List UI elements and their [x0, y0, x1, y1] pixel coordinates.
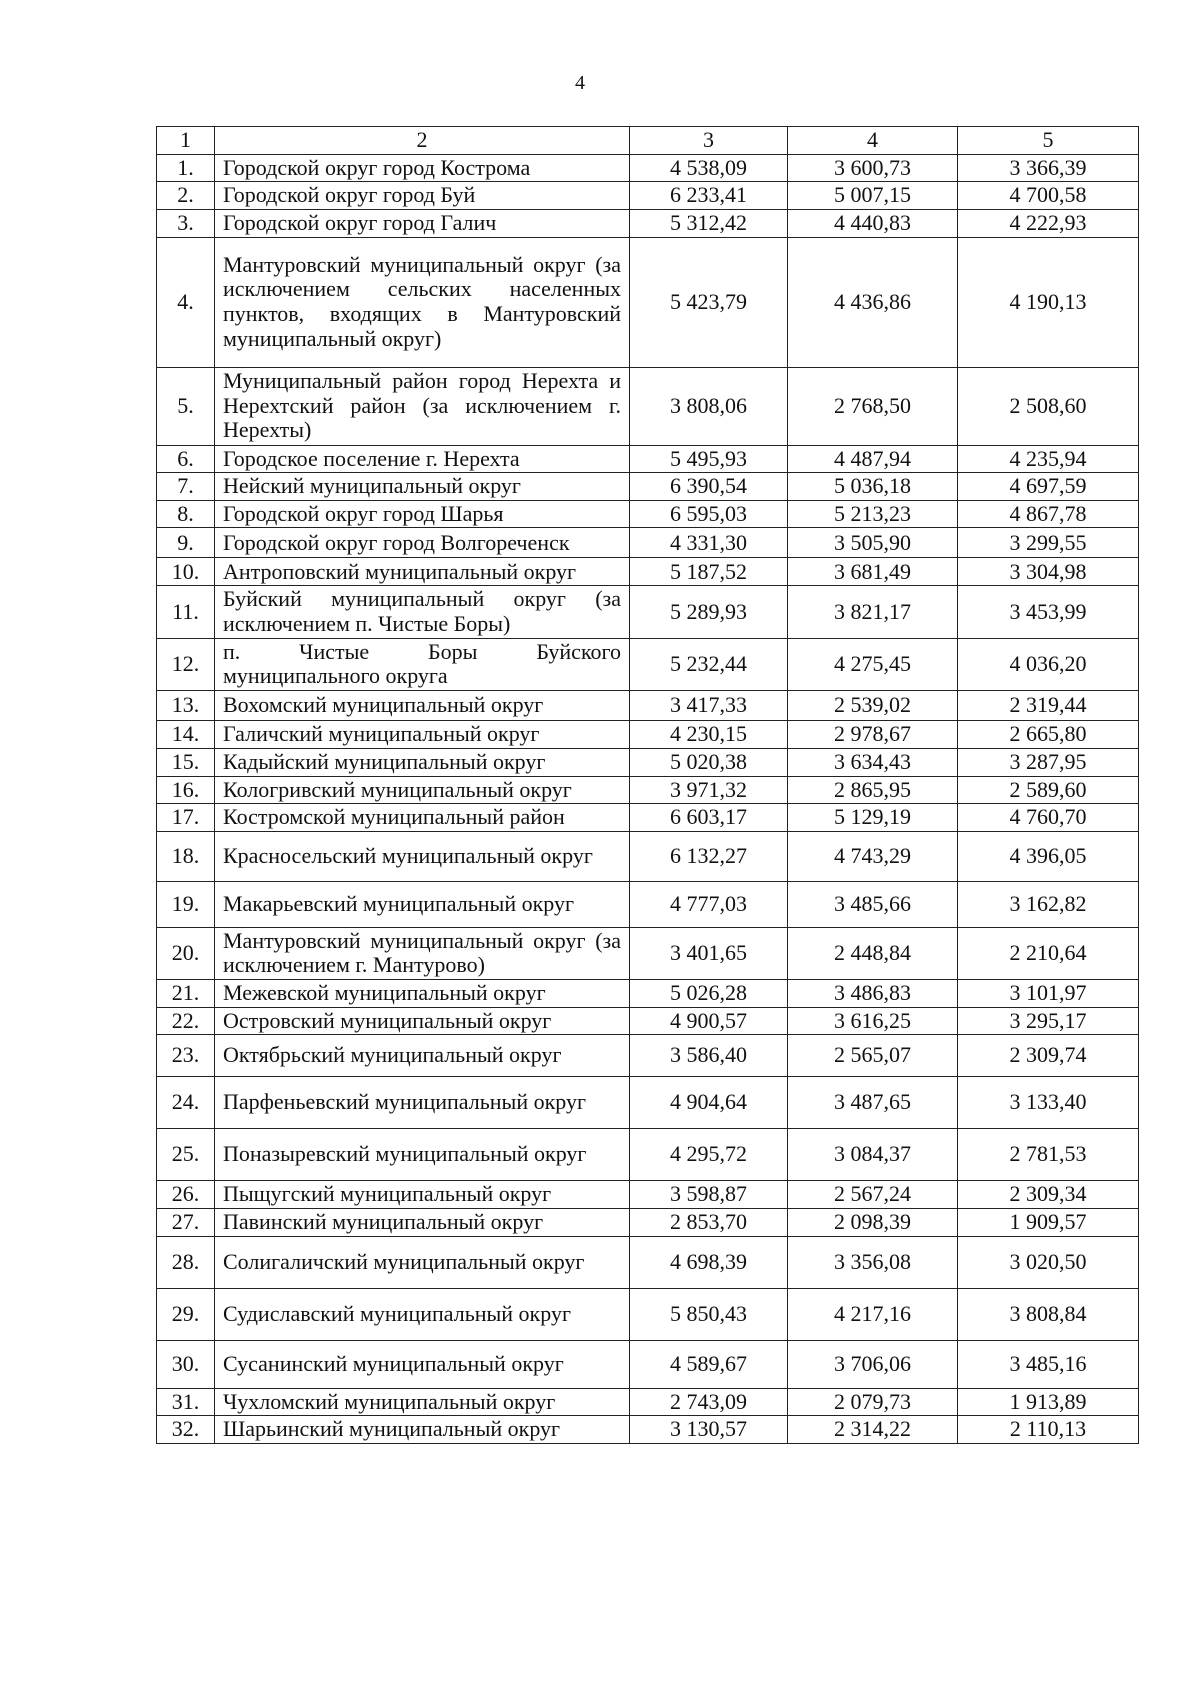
row-number: 17.	[157, 804, 215, 832]
row-value-col3: 4 538,09	[630, 154, 788, 182]
row-value-col3: 4 904,64	[630, 1077, 788, 1129]
row-value-col4: 4 487,94	[788, 445, 958, 473]
row-name: Буйский муниципальный округ (за исключением п. Чистые Боры)	[215, 586, 630, 638]
row-value-col4: 4 436,86	[788, 237, 958, 367]
row-name: Сусанинский муниципальный округ	[215, 1340, 630, 1388]
table-row	[157, 748, 1139, 776]
row-value-col4: 2 079,73	[788, 1388, 958, 1416]
table-row	[157, 473, 1139, 501]
row-value-col3: 2 743,09	[630, 1388, 788, 1416]
row-value-col5: 3 162,82	[958, 881, 1139, 927]
row-number: 7.	[157, 473, 215, 501]
table-row	[157, 558, 1139, 586]
row-value-col4: 2 567,24	[788, 1181, 958, 1209]
row-name: Городской округ город Кострома	[215, 154, 630, 182]
table-row	[157, 638, 1139, 690]
row-value-col3: 3 130,57	[630, 1416, 788, 1444]
row-name: Городской округ город Шарья	[215, 500, 630, 528]
row-value-col4: 3 486,83	[788, 980, 958, 1008]
row-number: 22.	[157, 1007, 215, 1035]
row-name: Вохомский муниципальный округ	[215, 690, 630, 720]
row-value-col3: 5 232,44	[630, 638, 788, 690]
row-number: 5.	[157, 367, 215, 445]
row-number: 6.	[157, 445, 215, 473]
row-value-col5: 2 110,13	[958, 1416, 1139, 1444]
row-value-col4: 2 539,02	[788, 690, 958, 720]
row-value-col3: 6 132,27	[630, 831, 788, 881]
row-value-col5: 3 133,40	[958, 1077, 1139, 1129]
row-value-col5: 3 485,16	[958, 1340, 1139, 1388]
row-name: Островский муниципальный округ	[215, 1007, 630, 1035]
row-number: 13.	[157, 690, 215, 720]
row-value-col5: 3 287,95	[958, 748, 1139, 776]
header-row	[157, 127, 1139, 155]
row-value-col4: 2 865,95	[788, 776, 958, 804]
row-number: 9.	[157, 528, 215, 558]
row-number: 4.	[157, 237, 215, 367]
row-value-col4: 2 978,67	[788, 720, 958, 748]
row-number: 1.	[157, 154, 215, 182]
table-row	[157, 367, 1139, 445]
row-value-col4: 4 440,83	[788, 209, 958, 237]
row-value-col4: 3 706,06	[788, 1340, 958, 1388]
row-value-col5: 2 781,53	[958, 1129, 1139, 1181]
row-name: Октябрьский муниципальный округ	[215, 1035, 630, 1077]
column-header: 1	[157, 127, 215, 155]
table-row	[157, 1035, 1139, 1077]
row-name: Мантуровский муниципальный округ (за исключением г. Мантурово)	[215, 927, 630, 979]
table-row	[157, 831, 1139, 881]
row-value-col3: 5 289,93	[630, 586, 788, 638]
row-value-col3: 3 401,65	[630, 927, 788, 979]
row-value-col4: 5 036,18	[788, 473, 958, 501]
page-number: 4	[575, 72, 585, 94]
row-name: Галичский муниципальный округ	[215, 720, 630, 748]
row-number: 21.	[157, 980, 215, 1008]
table-row	[157, 980, 1139, 1008]
row-value-col3: 5 312,42	[630, 209, 788, 237]
row-value-col5: 3 453,99	[958, 586, 1139, 638]
row-value-col4: 5 213,23	[788, 500, 958, 528]
row-number: 26.	[157, 1181, 215, 1209]
table-row	[157, 1208, 1139, 1236]
table-row	[157, 1181, 1139, 1209]
row-value-col4: 2 448,84	[788, 927, 958, 979]
row-number: 20.	[157, 927, 215, 979]
row-value-col4: 4 217,16	[788, 1288, 958, 1340]
row-value-col5: 2 319,44	[958, 690, 1139, 720]
row-value-col5: 4 697,59	[958, 473, 1139, 501]
data-table	[156, 126, 1139, 1444]
table-row	[157, 927, 1139, 979]
row-name: Мантуровский муниципальный округ (за исключением сельских населенных пунктов, входящих в Мантуровский муниципальный округ)	[215, 237, 630, 367]
row-number: 3.	[157, 209, 215, 237]
row-value-col3: 6 233,41	[630, 182, 788, 210]
row-number: 16.	[157, 776, 215, 804]
row-value-col5: 3 808,84	[958, 1288, 1139, 1340]
row-value-col3: 6 390,54	[630, 473, 788, 501]
row-name: Шарьинский муниципальный округ	[215, 1416, 630, 1444]
row-value-col4: 2 098,39	[788, 1208, 958, 1236]
table-row	[157, 1129, 1139, 1181]
row-name: Городской округ город Галич	[215, 209, 630, 237]
row-value-col5: 3 101,97	[958, 980, 1139, 1008]
row-name: Макарьевский муниципальный округ	[215, 881, 630, 927]
table-row	[157, 1236, 1139, 1288]
row-value-col5: 2 309,34	[958, 1181, 1139, 1209]
row-value-col3: 5 026,28	[630, 980, 788, 1008]
row-number: 23.	[157, 1035, 215, 1077]
row-value-col3: 3 808,06	[630, 367, 788, 445]
row-value-col4: 5 129,19	[788, 804, 958, 832]
row-value-col3: 5 187,52	[630, 558, 788, 586]
row-value-col4: 2 768,50	[788, 367, 958, 445]
row-number: 29.	[157, 1288, 215, 1340]
row-value-col3: 5 850,43	[630, 1288, 788, 1340]
row-value-col4: 3 487,65	[788, 1077, 958, 1129]
row-value-col4: 3 600,73	[788, 154, 958, 182]
row-value-col5: 4 700,58	[958, 182, 1139, 210]
row-value-col4: 2 314,22	[788, 1416, 958, 1444]
row-name: Нейский муниципальный округ	[215, 473, 630, 501]
row-number: 2.	[157, 182, 215, 210]
table-body	[157, 154, 1139, 1444]
row-value-col5: 3 366,39	[958, 154, 1139, 182]
row-value-col3: 4 230,15	[630, 720, 788, 748]
row-value-col4: 2 565,07	[788, 1035, 958, 1077]
row-value-col3: 5 423,79	[630, 237, 788, 367]
table-row	[157, 1007, 1139, 1035]
row-value-col3: 5 495,93	[630, 445, 788, 473]
row-name: Кологривский муниципальный округ	[215, 776, 630, 804]
row-value-col4: 3 821,17	[788, 586, 958, 638]
row-value-col3: 4 295,72	[630, 1129, 788, 1181]
row-name: Павинский муниципальный округ	[215, 1208, 630, 1236]
row-value-col5: 4 222,93	[958, 209, 1139, 237]
row-name: п. Чистые Боры Буйского муниципального округа	[215, 638, 630, 690]
row-number: 8.	[157, 500, 215, 528]
row-value-col5: 3 295,17	[958, 1007, 1139, 1035]
table-row	[157, 881, 1139, 927]
row-value-col4: 3 356,08	[788, 1236, 958, 1288]
table-row	[157, 1416, 1139, 1444]
table-row	[157, 586, 1139, 638]
row-value-col5: 2 665,80	[958, 720, 1139, 748]
column-header: 2	[215, 127, 630, 155]
row-name: Кадыйский муниципальный округ	[215, 748, 630, 776]
row-name: Солигаличский муниципальный округ	[215, 1236, 630, 1288]
row-value-col3: 6 603,17	[630, 804, 788, 832]
row-value-col5: 3 020,50	[958, 1236, 1139, 1288]
row-name: Городской округ город Буй	[215, 182, 630, 210]
row-value-col3: 3 971,32	[630, 776, 788, 804]
row-value-col3: 5 020,38	[630, 748, 788, 776]
column-header: 5	[958, 127, 1139, 155]
row-value-col3: 4 331,30	[630, 528, 788, 558]
table-row	[157, 528, 1139, 558]
row-number: 27.	[157, 1208, 215, 1236]
row-value-col5: 4 036,20	[958, 638, 1139, 690]
row-number: 32.	[157, 1416, 215, 1444]
row-number: 19.	[157, 881, 215, 927]
row-name: Парфеньевский муниципальный округ	[215, 1077, 630, 1129]
row-value-col5: 4 396,05	[958, 831, 1139, 881]
row-value-col3: 2 853,70	[630, 1208, 788, 1236]
table-row	[157, 182, 1139, 210]
table-row	[157, 500, 1139, 528]
row-value-col3: 4 698,39	[630, 1236, 788, 1288]
table-row	[157, 804, 1139, 832]
row-number: 15.	[157, 748, 215, 776]
row-number: 12.	[157, 638, 215, 690]
row-value-col5: 1 909,57	[958, 1208, 1139, 1236]
row-value-col3: 3 417,33	[630, 690, 788, 720]
row-name: Городское поселение г. Нерехта	[215, 445, 630, 473]
row-number: 31.	[157, 1388, 215, 1416]
table-row	[157, 720, 1139, 748]
row-number: 10.	[157, 558, 215, 586]
row-number: 30.	[157, 1340, 215, 1388]
row-value-col5: 3 299,55	[958, 528, 1139, 558]
row-value-col5: 1 913,89	[958, 1388, 1139, 1416]
row-name: Городской округ город Волгореченск	[215, 528, 630, 558]
row-number: 24.	[157, 1077, 215, 1129]
row-name: Поназыревский муниципальный округ	[215, 1129, 630, 1181]
row-value-col5: 2 589,60	[958, 776, 1139, 804]
row-value-col4: 3 485,66	[788, 881, 958, 927]
row-value-col3: 3 598,87	[630, 1181, 788, 1209]
table-row	[157, 1388, 1139, 1416]
table-row	[157, 445, 1139, 473]
row-name: Муниципальный район город Нерехта и Нерехтский район (за исключением г. Нерехты)	[215, 367, 630, 445]
row-value-col5: 4 235,94	[958, 445, 1139, 473]
row-name: Судиславский муниципальный округ	[215, 1288, 630, 1340]
column-header: 3	[630, 127, 788, 155]
row-value-col5: 4 760,70	[958, 804, 1139, 832]
row-value-col3: 4 589,67	[630, 1340, 788, 1388]
row-value-col5: 4 867,78	[958, 500, 1139, 528]
row-value-col4: 4 275,45	[788, 638, 958, 690]
row-number: 25.	[157, 1129, 215, 1181]
row-name: Межевской муниципальный округ	[215, 980, 630, 1008]
table-row	[157, 1288, 1139, 1340]
row-name: Чухломский муниципальный округ	[215, 1388, 630, 1416]
row-value-col5: 2 309,74	[958, 1035, 1139, 1077]
table-row	[157, 776, 1139, 804]
row-name: Пыщугский муниципальный округ	[215, 1181, 630, 1209]
row-value-col3: 3 586,40	[630, 1035, 788, 1077]
table-row	[157, 209, 1139, 237]
table-row	[157, 1077, 1139, 1129]
row-name: Костромской муниципальный район	[215, 804, 630, 832]
row-value-col3: 6 595,03	[630, 500, 788, 528]
table-row	[157, 154, 1139, 182]
row-value-col4: 3 505,90	[788, 528, 958, 558]
row-value-col5: 4 190,13	[958, 237, 1139, 367]
row-name: Красносельский муниципальный округ	[215, 831, 630, 881]
row-number: 18.	[157, 831, 215, 881]
row-value-col3: 4 900,57	[630, 1007, 788, 1035]
row-number: 28.	[157, 1236, 215, 1288]
row-value-col4: 3 616,25	[788, 1007, 958, 1035]
row-value-col5: 2 210,64	[958, 927, 1139, 979]
row-value-col4: 5 007,15	[788, 182, 958, 210]
row-number: 11.	[157, 586, 215, 638]
row-value-col5: 2 508,60	[958, 367, 1139, 445]
table-row	[157, 237, 1139, 367]
table-row	[157, 1340, 1139, 1388]
row-value-col4: 3 084,37	[788, 1129, 958, 1181]
row-value-col3: 4 777,03	[630, 881, 788, 927]
row-name: Антроповский муниципальный округ	[215, 558, 630, 586]
table-row	[157, 690, 1139, 720]
row-value-col5: 3 304,98	[958, 558, 1139, 586]
column-header: 4	[788, 127, 958, 155]
row-value-col4: 4 743,29	[788, 831, 958, 881]
row-value-col4: 3 681,49	[788, 558, 958, 586]
row-number: 14.	[157, 720, 215, 748]
row-value-col4: 3 634,43	[788, 748, 958, 776]
